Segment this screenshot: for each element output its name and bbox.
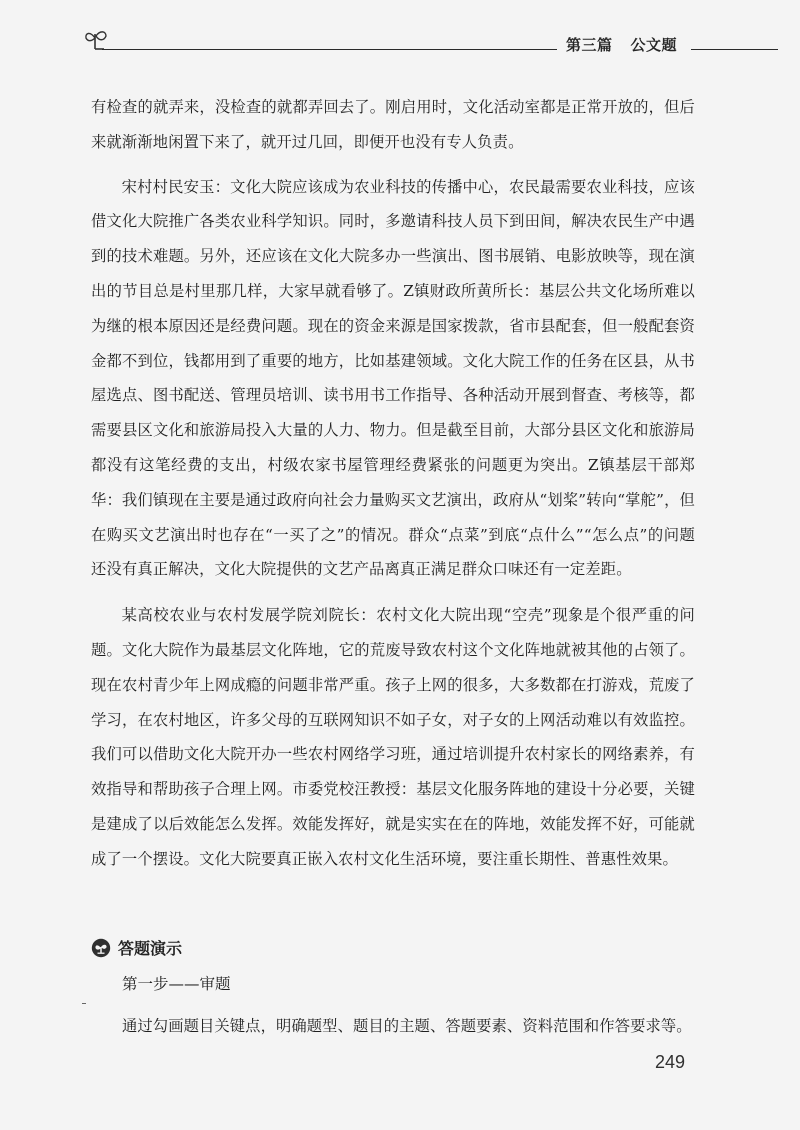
sprout-badge-icon — [91, 938, 111, 958]
header-title-text: 公文题 — [630, 36, 678, 54]
sprout-icon — [82, 27, 110, 51]
paragraph-1: 有检查的就弄来，没检查的就都弄回去了。刚启用时，文化活动室都是正常开放的，但后来就渐渐地闲置下来了，就开过几回，即便开也没有专人负责。 — [91, 98, 695, 151]
answer-demo-heading — [91, 936, 182, 959]
margin-mark — [82, 1003, 86, 1004]
page-number: 249 — [655, 1052, 686, 1072]
paragraph-3: 某高校农业与农村发展学院刘院长：农村文化大院出现“空壳”现象是个很严重的问题。文化大院作为最基层文化阵地，它的荒废导致农村这个文化阵地就被其他的占领了。现在农村青少年上网成瘾的问题非常严重。孩子上网的很多，大多数都在打游戏，荒废了学习，在农村地区，许多父母的互联网知识不如子女，对子女的上网活动难以有效监控。我们可以借助文化大院开办一些农村网络学习班，通过培训提升农村家长的网络素养，有效指导和帮助孩子合理上网。市委党校汪教授：基层文化服务阵地的建设十分必要，关键是建成了以后效能怎么发挥。效能发挥好，就是实实在在的阵地，效能发挥不好，可能就成了一个摆设。文化大院要真正嵌入农村文化生活环境，要注重长期性、普惠性效果。 — [91, 606, 695, 868]
step-body: 通过勾画题目关键点，明确题型、题目的主题、答题要素、资料范围和作答要求等。 — [122, 1017, 692, 1035]
header-part: 第三篇 — [566, 36, 613, 54]
page-header — [0, 0, 800, 70]
header-rule-left — [102, 49, 557, 50]
header-section-title — [566, 34, 677, 55]
section-title: 答题演示 — [118, 939, 183, 958]
paragraph-2: 宋村村民安玉：文化大院应该成为农业科技的传播中心，农民最需要农业科技，应该借文化大院推广各类农业科学知识。同时，多邀请科技人员下到田间，解决农民生产中遇到的技术难题。另外，还应该在文化大院多办一些演出、图书展销、电影放映等，现在演出的节目总是村里那几样，大家早就看够了。Z镇财政所黄所长：基层公共文化场所难以为继的根本原因还是经费问题。现在的资金来源是国家拨款，省市县配套，但一般配套资金都不到位，钱都用到了重要的地方，比如基建领域。文化大院工作的任务在区县，从书屋选点、图书配送、管理员培训、读书用书工作指导、各种活动开展到督查、考核等，都需要县区文化和旅游局投入大量的人力、物力。但是截至目前，大部分县区文化和旅游局都没有这笔经费的支出，村级农家书屋管理经费紧张的问题更为突出。Z镇基层干部郑华：我们镇现在主要是通过政府向社会力量购买文艺演出，政府从“划桨”转向“掌舵”，但在购买文艺演出时也存在“一买了之”的情况。群众“点菜”到底“点什么”“怎么点”的问题还没有真正解决，文化大院提供的文艺产品离真正满足群众口味还有一定差距。 — [91, 177, 695, 579]
step-title: 第一步——审题 — [122, 975, 231, 993]
main-content — [91, 90, 695, 877]
header-rule-right — [691, 49, 778, 50]
